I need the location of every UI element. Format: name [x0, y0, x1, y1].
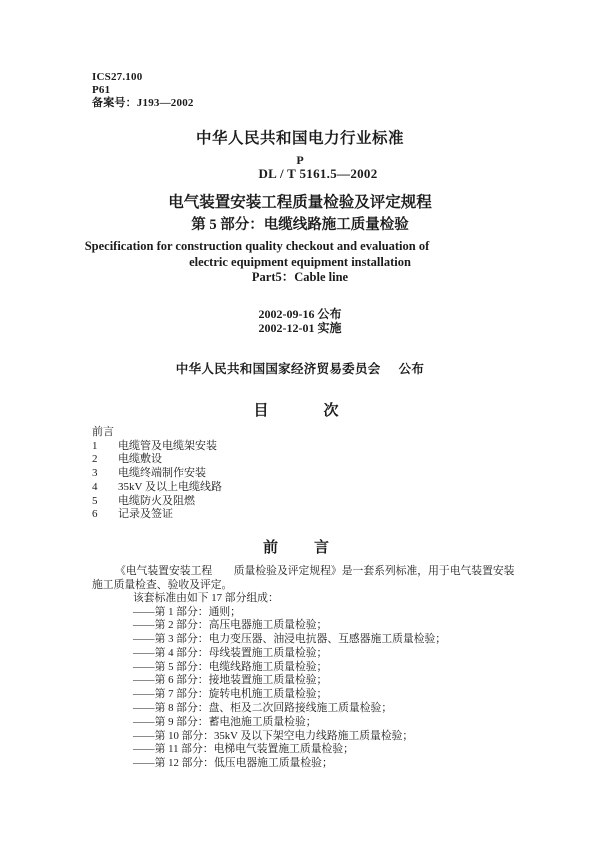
foreword-part-item: ——第 5 部分：电缆线路施工质量检验； [133, 660, 328, 673]
toc-row [92, 481, 222, 495]
classification-code: P61 [92, 84, 111, 96]
foreword-part-item: ——第 7 部分：旋转电机施工质量检验； [133, 688, 328, 701]
foreword-paragraph: 《电气装置安装工程 质量检验及评定规程》是一套系列标准，用于电气装置安装施工质量检查、验收及评定。 [92, 565, 515, 591]
foreword-part-item: ——第 2 部分：高压电器施工质量检验； [133, 619, 328, 632]
foreword-heading-char1: 前 [262, 540, 278, 556]
publisher-line [0, 359, 600, 377]
toc-preface-label: 前言 [92, 426, 114, 438]
foreword-body [92, 565, 516, 771]
record-number: 备案号：J193—2002 [92, 97, 194, 109]
toc-heading [0, 399, 596, 420]
header-codes [92, 71, 194, 110]
foreword-part-item: ——第 3 部分：电力变压器、油浸电抗器、互感器施工质量检验； [133, 633, 447, 646]
toc-item-title: 电缆管及电缆架安装 [118, 439, 217, 452]
foreword-part-item: ——第 4 部分：母线装置施工质量检验； [133, 646, 328, 659]
foreword-part-item: ——第 11 部分：电梯电气装置施工质量检验； [133, 743, 354, 756]
foreword-part-item: ——第 1 部分：通则； [133, 605, 241, 618]
toc-heading-char1: 目 [253, 403, 269, 419]
toc-item-number: 5 [92, 494, 98, 507]
toc-item-number: 2 [92, 453, 98, 466]
toc-item-title: 35kV 及以上电缆线路 [118, 480, 222, 493]
toc-item-number: 3 [92, 467, 98, 480]
title-cn-line1: 电气装置安装工程质量检验及评定规程 [168, 194, 432, 211]
foreword-part-item: ——第 6 部分：接地装置施工质量检验； [133, 674, 328, 687]
foreword-heading [0, 536, 596, 557]
toc-row [92, 508, 222, 522]
foreword-part-item: ——第 8 部分：盘、柜及二次回路接线施工质量检验； [133, 702, 393, 715]
title-cn-line2: 第 5 部分：电缆线路施工质量检验 [191, 217, 409, 233]
publisher-action: 公布 [398, 362, 425, 376]
toc-item-number: 1 [92, 439, 98, 452]
toc-item-title: 电缆敷设 [118, 453, 162, 466]
title-en-line3: Part5：Cable line [251, 270, 349, 284]
standard-type-title: 中华人民共和国电力行业标准 [195, 130, 404, 147]
toc-item-title: 记录及签证 [118, 508, 173, 521]
title-english [0, 239, 600, 286]
toc-item-title: 电缆终端制作安装 [118, 467, 206, 480]
toc-item-number: 4 [92, 480, 98, 493]
title-en-line1: Specification for construction quality checkout and evaluation of [84, 239, 430, 253]
foreword-composition-intro: 该套标准由如下 17 部分组成： [133, 592, 279, 604]
foreword-part-item: ——第 9 部分：蓄电池施工质量检验； [133, 715, 317, 728]
implementation-date: 2002-12-01 实施 [258, 320, 342, 335]
foreword-heading-char2: 言 [314, 540, 330, 556]
toc-row [92, 440, 222, 454]
toc-item-number: 6 [92, 508, 98, 521]
toc-row [92, 495, 222, 509]
toc-row [92, 467, 222, 481]
doc-class-letter: P [296, 153, 304, 167]
ics-code: ICS27.100 [92, 71, 143, 83]
title-en-line2: electric equipment equipment installation [189, 254, 411, 269]
publisher-name: 中华人民共和国国家经济贸易委员会 [175, 362, 381, 376]
toc-row-preface [92, 426, 222, 440]
toc-heading-char2: 次 [323, 403, 339, 419]
date-block [0, 308, 600, 335]
table-of-contents [92, 426, 222, 522]
issue-date: 2002-09-16 公布 [258, 307, 342, 321]
toc-row [92, 453, 222, 467]
foreword-part-item: ——第 10 部分：35kV 及以下架空电力线路施工质量检验； [133, 729, 414, 742]
toc-item-title: 电缆防火及阻燃 [118, 494, 195, 507]
foreword-part-item: ——第 12 部分：低压电器施工质量检验； [133, 757, 333, 770]
standard-number: DL / T 5161.5—2002 [258, 166, 378, 181]
